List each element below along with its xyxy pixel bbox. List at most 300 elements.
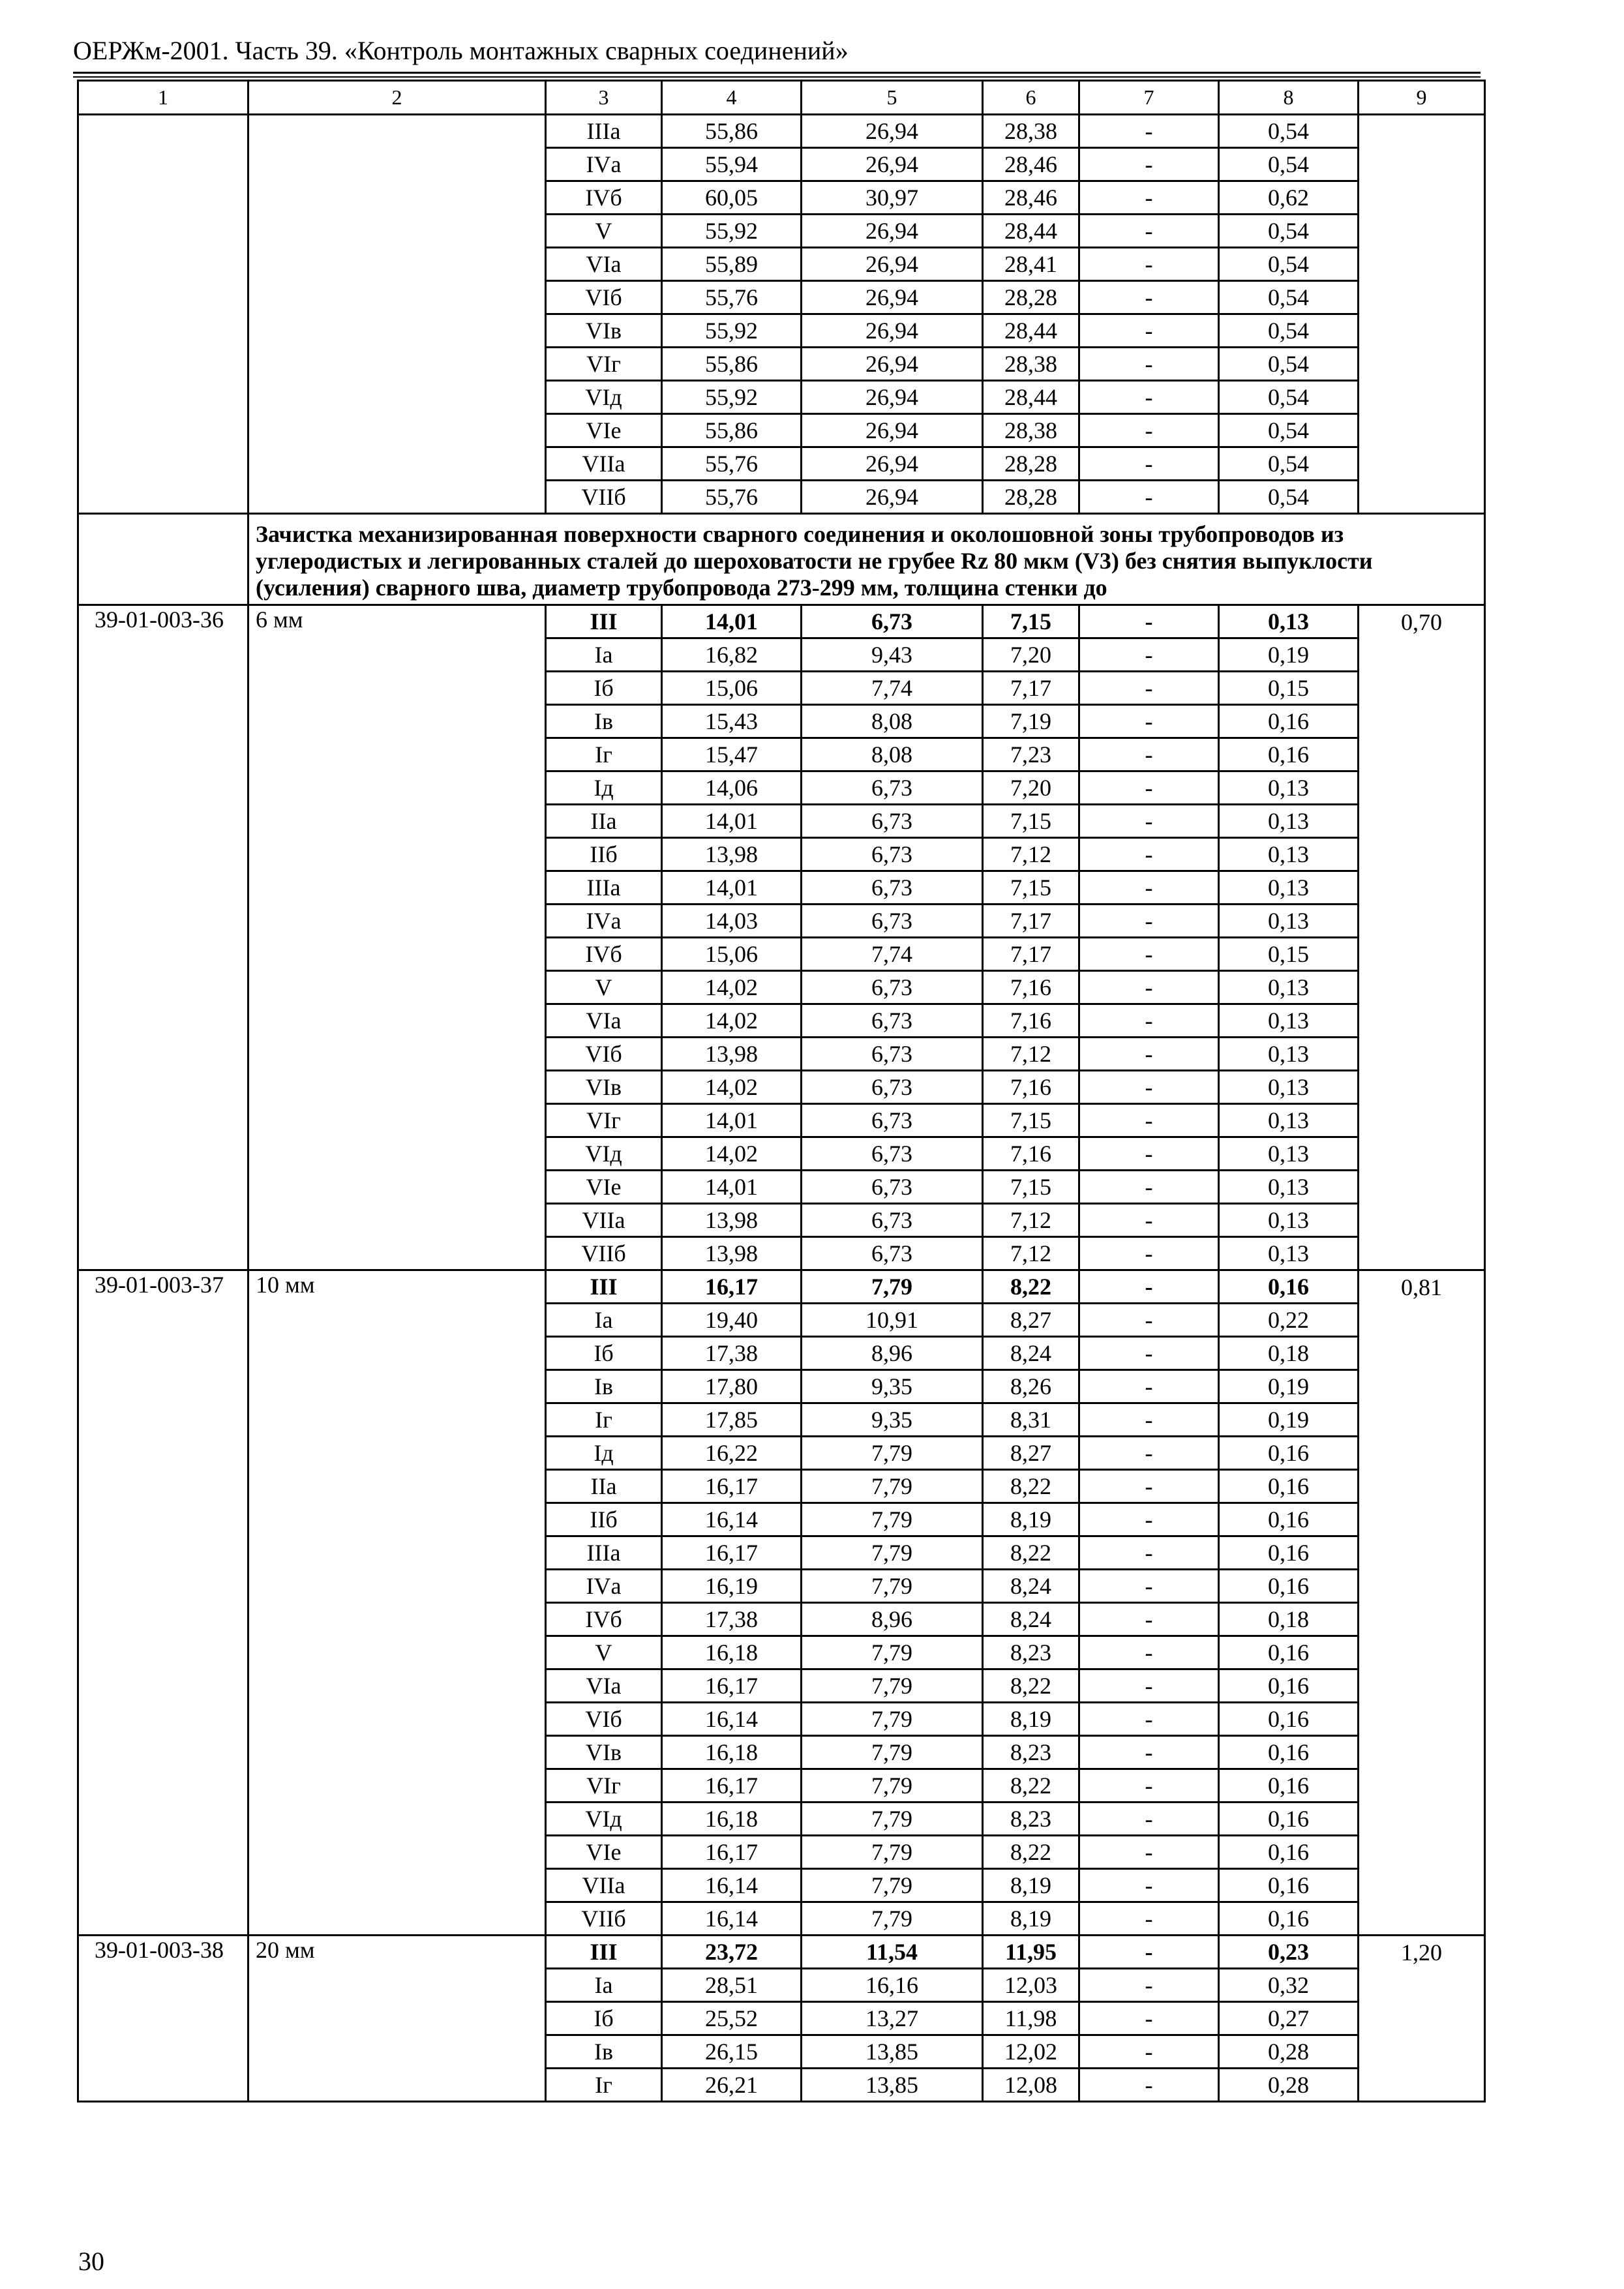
column-number-cell: 4: [662, 81, 802, 115]
labor-cost-cell: 13,27: [802, 2002, 983, 2035]
labor-cost-cell: 6,73: [802, 1237, 983, 1270]
labor-hours-cell: 0,54: [1219, 248, 1359, 281]
machine-cost-cell: 28,38: [983, 115, 1079, 148]
resource-group-cell: IIб: [546, 1503, 662, 1536]
section-title-row: [78, 514, 1485, 605]
labor-hours-cell: 0,16: [1219, 1836, 1359, 1869]
column-number-cell: 3: [546, 81, 662, 115]
code-cell-empty: [78, 115, 248, 514]
total-cost-cell: 55,86: [662, 414, 802, 447]
machine-cost-cell: 28,28: [983, 447, 1079, 481]
column-number-cell: 6: [983, 81, 1079, 115]
col9-value-cell: 0,70: [1359, 605, 1485, 1270]
total-cost-cell: 14,02: [662, 971, 802, 1004]
machine-cost-cell: 11,95: [983, 1936, 1079, 1969]
resource-group-cell: VIа: [546, 1669, 662, 1703]
materials-cost-cell: -: [1079, 672, 1219, 705]
machine-cost-cell: 12,03: [983, 1969, 1079, 2002]
labor-hours-cell: 0,54: [1219, 381, 1359, 414]
rate-code-cell: 39-01-003-38: [78, 1936, 248, 2102]
labor-cost-cell: 6,73: [802, 805, 983, 838]
materials-cost-cell: -: [1079, 1736, 1219, 1769]
labor-hours-cell: 0,13: [1219, 1171, 1359, 1204]
materials-cost-cell: -: [1079, 1304, 1219, 1337]
materials-cost-cell: -: [1079, 1570, 1219, 1603]
labor-hours-cell: 0,16: [1219, 1869, 1359, 1902]
labor-cost-cell: 7,79: [802, 1902, 983, 1936]
total-cost-cell: 19,40: [662, 1304, 802, 1337]
labor-hours-cell: 0,16: [1219, 1803, 1359, 1836]
labor-hours-cell: 0,16: [1219, 1570, 1359, 1603]
materials-cost-cell: -: [1079, 2035, 1219, 2069]
labor-cost-cell: 6,73: [802, 838, 983, 871]
materials-cost-cell: -: [1079, 1636, 1219, 1669]
total-cost-cell: 16,17: [662, 1769, 802, 1803]
labor-cost-cell: 6,73: [802, 1171, 983, 1204]
column-number-cell: 1: [78, 81, 248, 115]
header-rule: [73, 72, 1481, 74]
table-row: [78, 1270, 1485, 1304]
total-cost-cell: 13,98: [662, 1204, 802, 1237]
labor-cost-cell: 7,79: [802, 1669, 983, 1703]
labor-hours-cell: 0,16: [1219, 1470, 1359, 1503]
resource-group-cell: V: [546, 1636, 662, 1669]
labor-cost-cell: 6,73: [802, 1104, 983, 1137]
labor-cost-cell: 9,43: [802, 638, 983, 672]
machine-cost-cell: 7,17: [983, 938, 1079, 971]
resource-group-cell: VIа: [546, 1004, 662, 1038]
materials-cost-cell: -: [1079, 115, 1219, 148]
labor-hours-cell: 0,18: [1219, 1337, 1359, 1370]
total-cost-cell: 14,02: [662, 1071, 802, 1104]
machine-cost-cell: 8,19: [983, 1869, 1079, 1902]
materials-cost-cell: -: [1079, 181, 1219, 215]
resource-group-cell: IIIа: [546, 871, 662, 905]
total-cost-cell: 55,76: [662, 481, 802, 514]
document-header-title: ОЕРЖм-2001. Часть 39. «Контроль монтажных сварных соединений»: [73, 36, 849, 65]
resource-group-cell: VIIб: [546, 481, 662, 514]
machine-cost-cell: 8,27: [983, 1437, 1079, 1470]
header-rule: [73, 76, 1481, 78]
labor-hours-cell: 0,16: [1219, 1669, 1359, 1703]
table-row: [78, 1936, 1485, 1969]
machine-cost-cell: 7,16: [983, 1071, 1079, 1104]
resource-group-cell: Iб: [546, 2002, 662, 2035]
materials-cost-cell: -: [1079, 1270, 1219, 1304]
materials-cost-cell: -: [1079, 605, 1219, 638]
resource-group-cell: Iг: [546, 738, 662, 771]
machine-cost-cell: 7,17: [983, 672, 1079, 705]
labor-hours-cell: 0,13: [1219, 838, 1359, 871]
materials-cost-cell: -: [1079, 971, 1219, 1004]
machine-cost-cell: 7,15: [983, 605, 1079, 638]
total-cost-cell: 14,01: [662, 871, 802, 905]
materials-cost-cell: -: [1079, 381, 1219, 414]
materials-cost-cell: -: [1079, 1969, 1219, 2002]
machine-cost-cell: 7,17: [983, 905, 1079, 938]
resource-group-cell: III: [546, 1270, 662, 1304]
materials-cost-cell: -: [1079, 738, 1219, 771]
labor-hours-cell: 0,28: [1219, 2035, 1359, 2069]
labor-cost-cell: 26,94: [802, 481, 983, 514]
materials-cost-cell: -: [1079, 1403, 1219, 1437]
materials-cost-cell: -: [1079, 1836, 1219, 1869]
labor-hours-cell: 0,16: [1219, 1437, 1359, 1470]
machine-cost-cell: 8,22: [983, 1536, 1079, 1570]
machine-cost-cell: 8,23: [983, 1803, 1079, 1836]
labor-hours-cell: 0,19: [1219, 1370, 1359, 1403]
materials-cost-cell: -: [1079, 1803, 1219, 1836]
total-cost-cell: 14,01: [662, 605, 802, 638]
labor-hours-cell: 0,16: [1219, 1270, 1359, 1304]
labor-hours-cell: 0,13: [1219, 805, 1359, 838]
resource-group-cell: Iг: [546, 2069, 662, 2102]
total-cost-cell: 16,18: [662, 1636, 802, 1669]
total-cost-cell: 16,14: [662, 1503, 802, 1536]
total-cost-cell: 16,19: [662, 1570, 802, 1603]
labor-hours-cell: 0,54: [1219, 115, 1359, 148]
labor-cost-cell: 26,94: [802, 148, 983, 181]
total-cost-cell: 28,51: [662, 1969, 802, 2002]
labor-cost-cell: 6,73: [802, 1071, 983, 1104]
resource-group-cell: V: [546, 971, 662, 1004]
machine-cost-cell: 28,44: [983, 215, 1079, 248]
labor-hours-cell: 0,54: [1219, 447, 1359, 481]
total-cost-cell: 15,06: [662, 672, 802, 705]
labor-hours-cell: 0,22: [1219, 1304, 1359, 1337]
machine-cost-cell: 7,15: [983, 1104, 1079, 1137]
labor-hours-cell: 0,19: [1219, 638, 1359, 672]
materials-cost-cell: -: [1079, 2002, 1219, 2035]
resource-group-cell: VIе: [546, 1171, 662, 1204]
labor-cost-cell: 16,16: [802, 1969, 983, 2002]
total-cost-cell: 55,92: [662, 314, 802, 348]
labor-hours-cell: 0,54: [1219, 148, 1359, 181]
machine-cost-cell: 28,28: [983, 281, 1079, 314]
labor-cost-cell: 7,79: [802, 1703, 983, 1736]
materials-cost-cell: -: [1079, 1603, 1219, 1636]
materials-cost-cell: -: [1079, 481, 1219, 514]
total-cost-cell: 16,18: [662, 1803, 802, 1836]
column-number-cell: 8: [1219, 81, 1359, 115]
labor-cost-cell: 26,94: [802, 348, 983, 381]
resource-group-cell: IIIа: [546, 115, 662, 148]
total-cost-cell: 16,14: [662, 1703, 802, 1736]
labor-cost-cell: 26,94: [802, 281, 983, 314]
col9-value-cell: 0,81: [1359, 1270, 1485, 1936]
labor-hours-cell: 0,19: [1219, 1403, 1359, 1437]
resource-group-cell: VIа: [546, 248, 662, 281]
materials-cost-cell: -: [1079, 1536, 1219, 1570]
materials-cost-cell: -: [1079, 1104, 1219, 1137]
labor-cost-cell: 26,94: [802, 215, 983, 248]
resource-group-cell: Iг: [546, 1403, 662, 1437]
resource-group-cell: VIд: [546, 381, 662, 414]
total-cost-cell: 25,52: [662, 2002, 802, 2035]
machine-cost-cell: 7,15: [983, 1171, 1079, 1204]
resource-group-cell: V: [546, 215, 662, 248]
resource-group-cell: Iб: [546, 672, 662, 705]
resource-group-cell: IVб: [546, 1603, 662, 1636]
total-cost-cell: 16,82: [662, 638, 802, 672]
labor-hours-cell: 0,54: [1219, 314, 1359, 348]
table-row: [78, 605, 1485, 638]
machine-cost-cell: 7,16: [983, 1004, 1079, 1038]
resource-group-cell: Iв: [546, 2035, 662, 2069]
machine-cost-cell: 7,15: [983, 871, 1079, 905]
column-number-row: [78, 81, 1485, 115]
labor-cost-cell: 7,74: [802, 938, 983, 971]
labor-cost-cell: 10,91: [802, 1304, 983, 1337]
machine-cost-cell: 7,12: [983, 1237, 1079, 1270]
resource-group-cell: VIг: [546, 1769, 662, 1803]
resource-group-cell: VIд: [546, 1137, 662, 1171]
total-cost-cell: 17,38: [662, 1603, 802, 1636]
labor-hours-cell: 0,13: [1219, 605, 1359, 638]
machine-cost-cell: 7,19: [983, 705, 1079, 738]
materials-cost-cell: -: [1079, 838, 1219, 871]
total-cost-cell: 16,17: [662, 1836, 802, 1869]
materials-cost-cell: -: [1079, 1071, 1219, 1104]
total-cost-cell: 15,47: [662, 738, 802, 771]
labor-cost-cell: 26,94: [802, 314, 983, 348]
total-cost-cell: 16,17: [662, 1270, 802, 1304]
resource-group-cell: Iб: [546, 1337, 662, 1370]
labor-cost-cell: 26,94: [802, 414, 983, 447]
materials-cost-cell: -: [1079, 447, 1219, 481]
labor-cost-cell: 26,94: [802, 381, 983, 414]
labor-hours-cell: 0,13: [1219, 905, 1359, 938]
labor-hours-cell: 0,13: [1219, 1104, 1359, 1137]
resource-group-cell: IVа: [546, 905, 662, 938]
resource-group-cell: VIв: [546, 1071, 662, 1104]
labor-cost-cell: 8,08: [802, 705, 983, 738]
materials-cost-cell: -: [1079, 1902, 1219, 1936]
machine-cost-cell: 7,12: [983, 1204, 1079, 1237]
rate-code-cell: 39-01-003-37: [78, 1270, 248, 1936]
machine-cost-cell: 7,15: [983, 805, 1079, 838]
materials-cost-cell: -: [1079, 705, 1219, 738]
col9-value-cell: 1,20: [1359, 1936, 1485, 2102]
materials-cost-cell: -: [1079, 1370, 1219, 1403]
resource-group-cell: IIIа: [546, 1536, 662, 1570]
resource-group-cell: VIб: [546, 281, 662, 314]
labor-hours-cell: 0,16: [1219, 1902, 1359, 1936]
resource-group-cell: VIг: [546, 348, 662, 381]
labor-cost-cell: 6,73: [802, 771, 983, 805]
total-cost-cell: 26,21: [662, 2069, 802, 2102]
materials-cost-cell: -: [1079, 1669, 1219, 1703]
total-cost-cell: 16,17: [662, 1669, 802, 1703]
labor-cost-cell: 6,73: [802, 1038, 983, 1071]
labor-hours-cell: 0,13: [1219, 971, 1359, 1004]
machine-cost-cell: 28,44: [983, 381, 1079, 414]
resource-group-cell: Iа: [546, 638, 662, 672]
resource-group-cell: IVб: [546, 938, 662, 971]
materials-cost-cell: -: [1079, 1503, 1219, 1536]
machine-cost-cell: 8,22: [983, 1270, 1079, 1304]
labor-cost-cell: 7,79: [802, 1503, 983, 1536]
machine-cost-cell: 7,12: [983, 1038, 1079, 1071]
resource-group-cell: VIд: [546, 1803, 662, 1836]
labor-cost-cell: 7,79: [802, 1536, 983, 1570]
materials-cost-cell: -: [1079, 148, 1219, 181]
labor-cost-cell: 8,08: [802, 738, 983, 771]
resource-group-cell: VIе: [546, 414, 662, 447]
materials-cost-cell: -: [1079, 1769, 1219, 1803]
resource-group-cell: VIг: [546, 1104, 662, 1137]
labor-cost-cell: 11,54: [802, 1936, 983, 1969]
total-cost-cell: 55,89: [662, 248, 802, 281]
materials-cost-cell: -: [1079, 1038, 1219, 1071]
labor-hours-cell: 0,32: [1219, 1969, 1359, 2002]
labor-hours-cell: 0,13: [1219, 1237, 1359, 1270]
total-cost-cell: 14,01: [662, 1104, 802, 1137]
machine-cost-cell: 8,26: [983, 1370, 1079, 1403]
labor-cost-cell: 8,96: [802, 1337, 983, 1370]
total-cost-cell: 60,05: [662, 181, 802, 215]
labor-cost-cell: 7,79: [802, 1836, 983, 1869]
materials-cost-cell: -: [1079, 1171, 1219, 1204]
materials-cost-cell: -: [1079, 871, 1219, 905]
machine-cost-cell: 7,16: [983, 1137, 1079, 1171]
col9-cell-empty: [1359, 115, 1485, 514]
resource-group-cell: VIб: [546, 1038, 662, 1071]
machine-cost-cell: 28,38: [983, 414, 1079, 447]
machine-cost-cell: 11,98: [983, 2002, 1079, 2035]
labor-hours-cell: 0,16: [1219, 1769, 1359, 1803]
labor-cost-cell: 9,35: [802, 1403, 983, 1437]
table-row: [78, 115, 1485, 148]
resource-group-cell: Iд: [546, 771, 662, 805]
resource-group-cell: III: [546, 605, 662, 638]
resource-group-cell: IIа: [546, 805, 662, 838]
wall-thickness-cell: 20 мм: [248, 1936, 546, 2102]
materials-cost-cell: -: [1079, 1437, 1219, 1470]
machine-cost-cell: 8,27: [983, 1304, 1079, 1337]
resource-group-cell: IIа: [546, 1470, 662, 1503]
total-cost-cell: 13,98: [662, 838, 802, 871]
machine-cost-cell: 8,24: [983, 1570, 1079, 1603]
materials-cost-cell: -: [1079, 348, 1219, 381]
total-cost-cell: 17,38: [662, 1337, 802, 1370]
machine-cost-cell: 8,31: [983, 1403, 1079, 1437]
total-cost-cell: 55,86: [662, 115, 802, 148]
total-cost-cell: 55,76: [662, 447, 802, 481]
labor-cost-cell: 6,73: [802, 905, 983, 938]
labor-hours-cell: 0,54: [1219, 481, 1359, 514]
materials-cost-cell: -: [1079, 771, 1219, 805]
labor-hours-cell: 0,16: [1219, 1503, 1359, 1536]
thickness-cell-empty: [248, 115, 546, 514]
resource-group-cell: IVа: [546, 1570, 662, 1603]
machine-cost-cell: 8,19: [983, 1503, 1079, 1536]
machine-cost-cell: 8,23: [983, 1636, 1079, 1669]
total-cost-cell: 14,01: [662, 805, 802, 838]
labor-cost-cell: 7,79: [802, 1437, 983, 1470]
materials-cost-cell: -: [1079, 1470, 1219, 1503]
column-number-cell: 5: [802, 81, 983, 115]
wall-thickness-cell: 6 мм: [248, 605, 546, 1270]
machine-cost-cell: 8,24: [983, 1337, 1079, 1370]
labor-cost-cell: 7,74: [802, 672, 983, 705]
resource-group-cell: VIIа: [546, 447, 662, 481]
total-cost-cell: 26,15: [662, 2035, 802, 2069]
machine-cost-cell: 8,22: [983, 1470, 1079, 1503]
labor-hours-cell: 0,13: [1219, 771, 1359, 805]
materials-cost-cell: -: [1079, 905, 1219, 938]
total-cost-cell: 16,22: [662, 1437, 802, 1470]
resource-group-cell: IVб: [546, 181, 662, 215]
resource-group-cell: VIIа: [546, 1204, 662, 1237]
materials-cost-cell: -: [1079, 281, 1219, 314]
materials-cost-cell: -: [1079, 638, 1219, 672]
wall-thickness-cell: 10 мм: [248, 1270, 546, 1936]
labor-hours-cell: 0,27: [1219, 2002, 1359, 2035]
resource-group-cell: VIв: [546, 1736, 662, 1769]
machine-cost-cell: 7,16: [983, 971, 1079, 1004]
labor-cost-cell: 7,79: [802, 1803, 983, 1836]
machine-cost-cell: 28,28: [983, 481, 1079, 514]
machine-cost-cell: 28,38: [983, 348, 1079, 381]
resource-group-cell: Iа: [546, 1969, 662, 2002]
materials-cost-cell: -: [1079, 1137, 1219, 1171]
total-cost-cell: 14,02: [662, 1004, 802, 1038]
column-number-cell: 2: [248, 81, 546, 115]
labor-cost-cell: 26,94: [802, 115, 983, 148]
total-cost-cell: 15,06: [662, 938, 802, 971]
resource-group-cell: VIв: [546, 314, 662, 348]
machine-cost-cell: 8,19: [983, 1902, 1079, 1936]
materials-cost-cell: -: [1079, 1237, 1219, 1270]
labor-cost-cell: 7,79: [802, 1270, 983, 1304]
labor-hours-cell: 0,28: [1219, 2069, 1359, 2102]
materials-cost-cell: -: [1079, 2069, 1219, 2102]
materials-cost-cell: -: [1079, 215, 1219, 248]
machine-cost-cell: 12,08: [983, 2069, 1079, 2102]
resource-group-cell: VIIб: [546, 1237, 662, 1270]
labor-cost-cell: 6,73: [802, 1204, 983, 1237]
labor-hours-cell: 0,16: [1219, 705, 1359, 738]
labor-cost-cell: 7,79: [802, 1570, 983, 1603]
materials-cost-cell: -: [1079, 1869, 1219, 1902]
column-number-cell: 9: [1359, 81, 1485, 115]
total-cost-cell: 16,14: [662, 1902, 802, 1936]
total-cost-cell: 16,14: [662, 1869, 802, 1902]
labor-hours-cell: 0,54: [1219, 281, 1359, 314]
total-cost-cell: 55,92: [662, 381, 802, 414]
total-cost-cell: 17,80: [662, 1370, 802, 1403]
total-cost-cell: 13,98: [662, 1038, 802, 1071]
section-code-cell-empty: [78, 514, 248, 605]
total-cost-cell: 14,06: [662, 771, 802, 805]
total-cost-cell: 55,92: [662, 215, 802, 248]
labor-cost-cell: 6,73: [802, 1004, 983, 1038]
total-cost-cell: 14,01: [662, 1171, 802, 1204]
labor-hours-cell: 0,13: [1219, 871, 1359, 905]
materials-cost-cell: -: [1079, 805, 1219, 838]
labor-cost-cell: 7,79: [802, 1736, 983, 1769]
machine-cost-cell: 7,20: [983, 771, 1079, 805]
materials-cost-cell: -: [1079, 1004, 1219, 1038]
labor-hours-cell: 0,16: [1219, 738, 1359, 771]
machine-cost-cell: 28,44: [983, 314, 1079, 348]
machine-cost-cell: 7,12: [983, 838, 1079, 871]
materials-cost-cell: -: [1079, 1936, 1219, 1969]
rate-code-cell: 39-01-003-36: [78, 605, 248, 1270]
labor-cost-cell: 30,97: [802, 181, 983, 215]
labor-cost-cell: 6,73: [802, 1137, 983, 1171]
